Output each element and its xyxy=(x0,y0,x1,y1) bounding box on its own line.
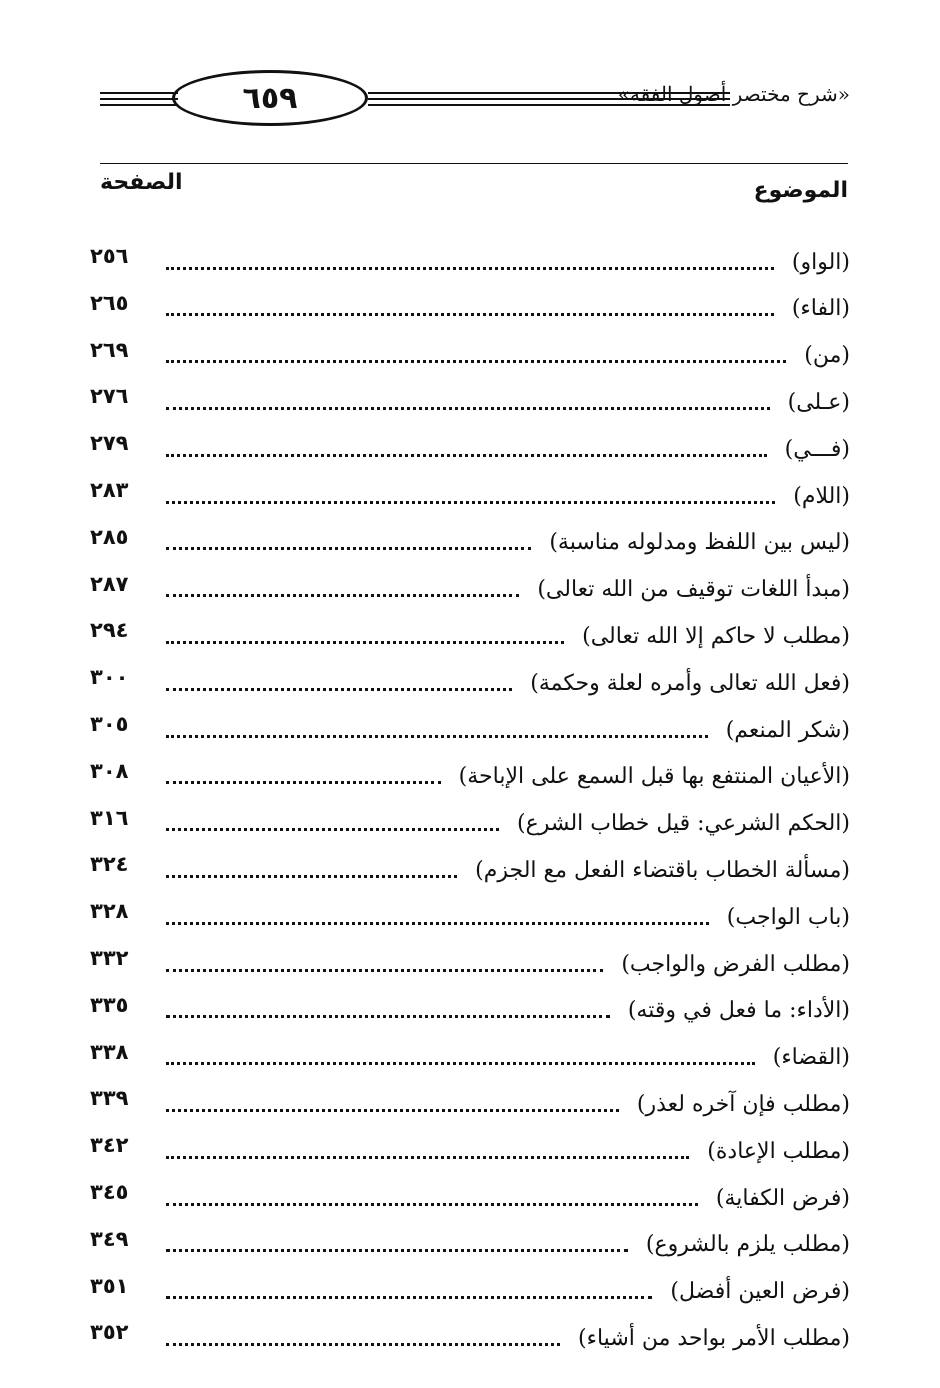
header-divider xyxy=(100,163,848,164)
dot-leader xyxy=(166,594,519,597)
toc-entry-title: (مطلب الفرض والواجب) xyxy=(621,951,850,977)
toc-entry xyxy=(90,474,850,518)
toc-entry xyxy=(90,287,850,331)
toc-entry-page: ٣٤٩ xyxy=(90,1226,129,1251)
toc-entry-title: (الأداء: ما فعل في وقته) xyxy=(627,998,850,1024)
dot-leader xyxy=(166,781,441,784)
toc-entry-page: ٣٣٢ xyxy=(90,946,129,970)
toc-entry-page: ٣٥٢ xyxy=(90,1320,129,1345)
header-double-rule-left xyxy=(100,92,178,106)
page-number-oval xyxy=(172,70,368,126)
toc-entry-page: ٣٠٥ xyxy=(90,712,129,736)
dot-leader xyxy=(166,547,531,550)
toc-entry xyxy=(90,521,850,565)
toc-entry-title: (مطلب الأمر بواحد من أشياء) xyxy=(578,1325,850,1351)
toc-entry-page: ٣٠٠ xyxy=(90,665,129,690)
dot-leader xyxy=(166,1203,698,1206)
running-header xyxy=(100,70,850,132)
toc-entry-page: ٣٢٨ xyxy=(90,899,129,924)
toc-entry xyxy=(90,1176,850,1220)
toc-entry-page: ٣١٦ xyxy=(90,805,129,830)
toc-entry xyxy=(90,1129,850,1173)
toc-entry-page: ٢٥٦ xyxy=(90,244,129,268)
dot-leader xyxy=(166,1109,619,1112)
toc-entry-title: (الحكم الشرعي: قيل خطاب الشرع) xyxy=(517,811,850,837)
toc-entry-page: ٢٨٧ xyxy=(90,571,129,596)
toc-entry xyxy=(90,661,850,705)
dot-leader xyxy=(166,828,499,831)
toc-entry-page: ٢٩٤ xyxy=(90,618,129,643)
toc-entry-title: (مطلب يلزم بالشروع) xyxy=(645,1232,850,1258)
toc-entry xyxy=(90,1036,850,1080)
page-number: ٦٥٩ xyxy=(242,80,298,116)
toc-entry-page: ٣٤٥ xyxy=(90,1180,129,1204)
toc-entry-title: (باب الواجب) xyxy=(726,904,850,930)
toc-entry-page: ٣٣٨ xyxy=(90,1039,129,1064)
toc-entry-title: (القضاء) xyxy=(772,1045,850,1071)
toc-entry-title: (فعل الله تعالى وأمره لعلة وحكمة) xyxy=(530,670,850,696)
dot-leader xyxy=(166,267,774,270)
toc-entry-page: ٢٧٩ xyxy=(90,431,129,456)
toc-entry xyxy=(90,427,850,471)
toc-entry xyxy=(90,802,850,846)
dot-leader xyxy=(166,1156,689,1159)
toc-entry xyxy=(90,1223,850,1267)
toc-entry-title: (فـــي) xyxy=(784,436,850,462)
toc-entry xyxy=(90,848,850,892)
dot-leader xyxy=(166,407,770,410)
toc-entry-title: (مطلب لا حاكم إلا الله تعالى) xyxy=(582,623,850,649)
dot-leader xyxy=(166,1249,628,1252)
toc-entry-page: ٣٣٥ xyxy=(90,992,129,1017)
dot-leader xyxy=(166,1015,610,1018)
toc-entry-page: ٢٦٩ xyxy=(90,337,129,362)
dot-leader xyxy=(166,501,775,504)
toc-entry-page: ٣٢٤ xyxy=(90,852,129,877)
toc-entry xyxy=(90,1316,850,1360)
toc-entry xyxy=(90,942,850,986)
dot-leader xyxy=(166,313,774,316)
toc-entry xyxy=(90,989,850,1033)
toc-entry xyxy=(90,755,850,799)
dot-leader xyxy=(166,922,709,925)
dot-leader xyxy=(166,1296,652,1299)
toc-entry-title: (مبدأ اللغات توقيف من الله تعالى) xyxy=(537,577,850,603)
toc-entry xyxy=(90,614,850,658)
toc-entry-title: (الفاء) xyxy=(791,296,850,322)
toc-entry xyxy=(90,240,850,284)
toc-entry-title: (الواو) xyxy=(791,249,850,275)
toc-entry-title: (اللام) xyxy=(793,483,850,509)
dot-leader xyxy=(166,688,512,691)
toc-entry-page: ٢٨٣ xyxy=(90,478,129,502)
toc-entry-title: (مسألة الخطاب باقتضاء الفعل مع الجزم) xyxy=(475,857,850,883)
dot-leader xyxy=(166,1062,755,1065)
dot-leader xyxy=(166,641,564,644)
toc-entry xyxy=(90,895,850,939)
toc-entry-title: (من) xyxy=(804,343,850,369)
toc-entry-title: (ليس بين اللفظ ومدلوله مناسبة) xyxy=(549,530,850,556)
toc-entry-page: ٢٨٥ xyxy=(90,524,129,549)
toc-entry xyxy=(90,1082,850,1126)
toc-entry-page: ٣٠٨ xyxy=(90,758,129,783)
toc-entry-title: (عـلى) xyxy=(787,389,850,415)
dot-leader xyxy=(166,735,708,738)
dot-leader xyxy=(166,875,457,878)
toc-entry-page: ٣٥١ xyxy=(90,1273,129,1298)
toc-entry-title: (شكر المنعم) xyxy=(725,717,850,743)
toc-entry xyxy=(90,568,850,612)
page-column-heading: الصفحة xyxy=(100,170,183,195)
toc-entry-title: (فرض الكفاية) xyxy=(715,1185,850,1211)
running-title: «شرح مختصر أصول الفقه» xyxy=(617,82,850,106)
toc-entry-title: (الأعيان المنتفع بها قبل السمع على الإباحة) xyxy=(458,764,850,790)
topic-column-heading: الموضوع xyxy=(753,178,848,203)
toc-entry-page: ٢٧٦ xyxy=(90,384,129,409)
toc-entry-page: ٣٤٢ xyxy=(90,1133,129,1158)
dot-leader xyxy=(166,360,786,363)
toc-entry xyxy=(90,708,850,752)
dot-leader xyxy=(166,454,767,457)
dot-leader xyxy=(166,969,603,972)
toc-entry xyxy=(90,380,850,424)
toc-entry xyxy=(90,1270,850,1314)
toc-entry-page: ٢٦٥ xyxy=(90,290,129,315)
toc-entry-title: (فرض العين أفضل) xyxy=(670,1279,850,1305)
toc-entry-title: (مطلب الإعادة) xyxy=(707,1138,850,1164)
toc-entry xyxy=(90,334,850,378)
toc-entry-title: (مطلب فإن آخره لعذر) xyxy=(636,1091,850,1117)
dot-leader xyxy=(166,1343,560,1346)
toc-entry-page: ٣٣٩ xyxy=(90,1086,129,1111)
